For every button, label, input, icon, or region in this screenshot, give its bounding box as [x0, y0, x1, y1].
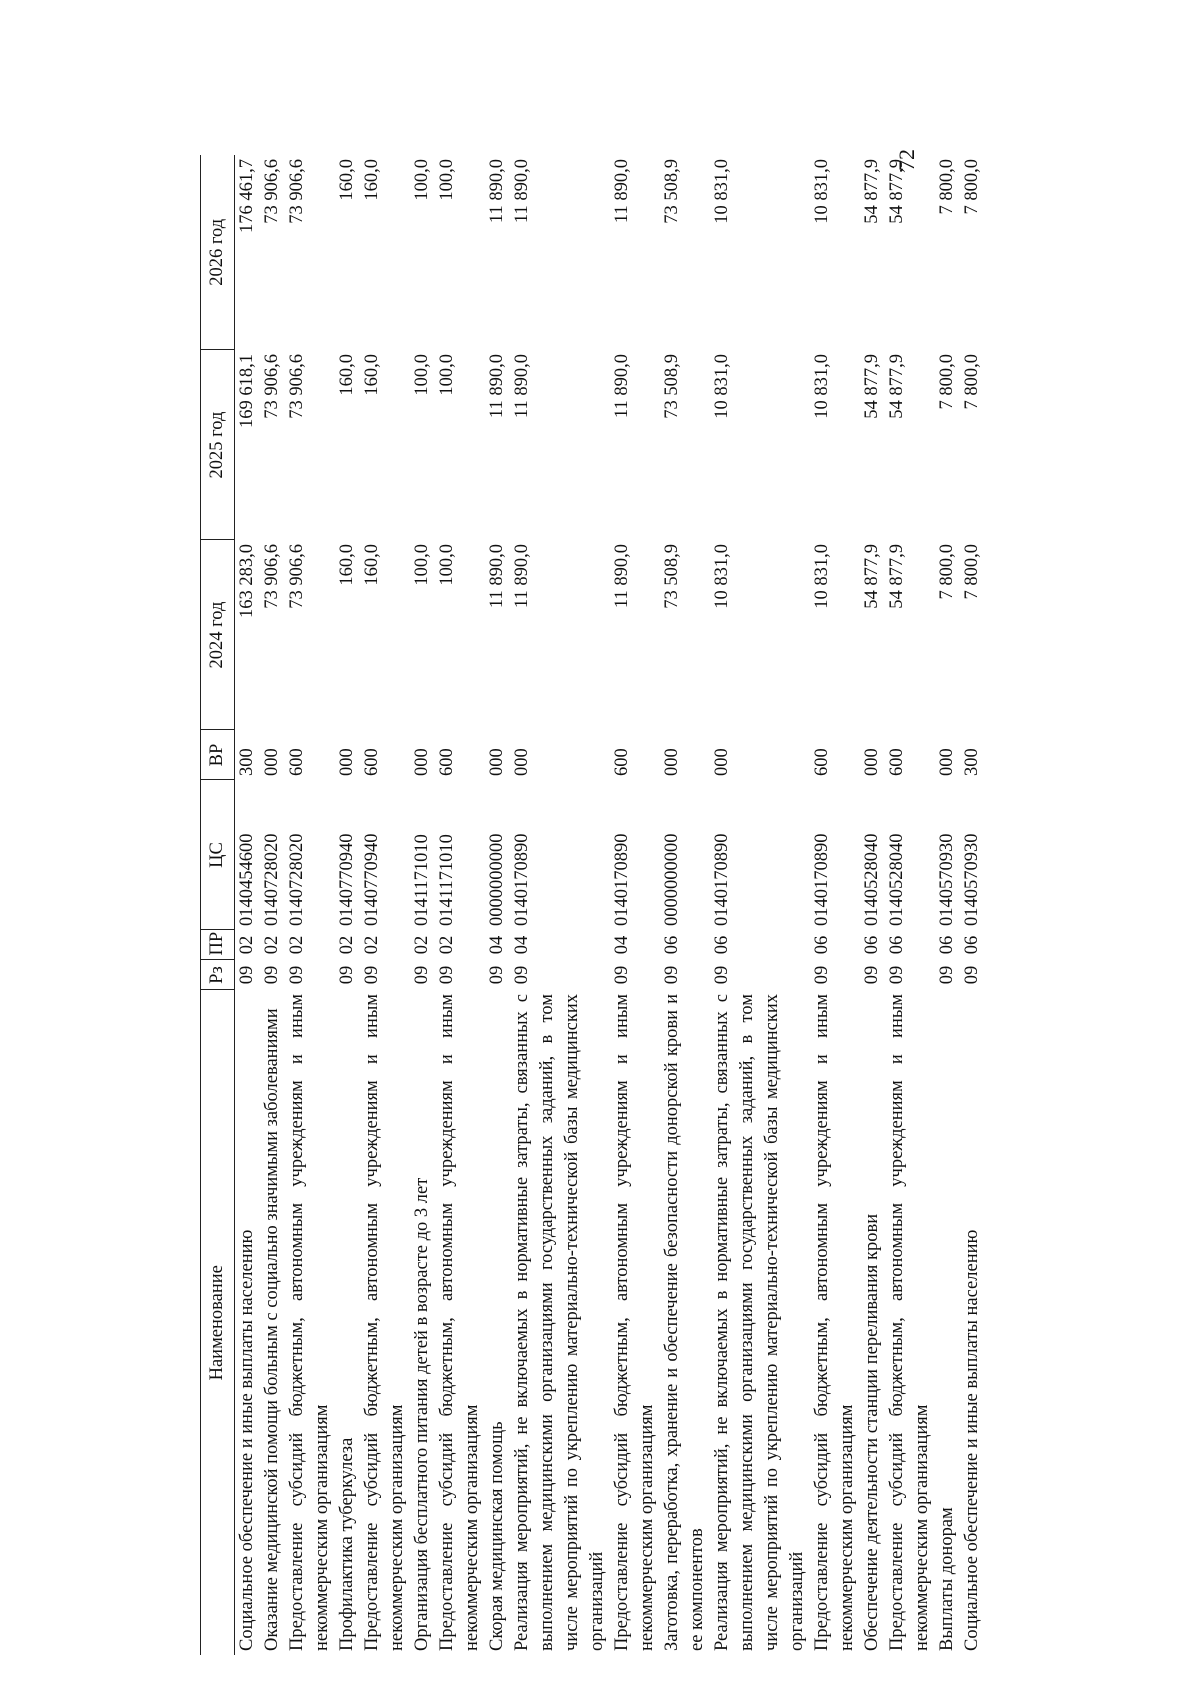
row-pr: 02 [337, 935, 357, 955]
table-row [960, 155, 985, 1655]
row-value-2025: 54 877,9 [887, 354, 907, 419]
table-row [860, 155, 885, 1655]
row-value-2026: 10 831,0 [712, 159, 732, 224]
row-name: Предоставление субсидий бюджетным, автономным учреждениям и иным некоммерческим организациям [612, 994, 657, 1651]
row-rz: 09 [237, 965, 257, 985]
row-cs: 0140528040 [862, 833, 882, 926]
table-row [410, 155, 435, 1655]
row-name: Предоставление субсидий бюджетным, автономным учреждениям и иным некоммерческим организациям [812, 994, 857, 1651]
header-pr: ПР [201, 930, 235, 960]
row-value-2026: 160,0 [337, 159, 357, 201]
row-pr: 02 [237, 935, 257, 955]
row-vr: 000 [512, 748, 532, 776]
header-2026: 2026 год [201, 155, 235, 350]
header-rz: Рз [201, 960, 235, 990]
row-value-2024: 11 890,0 [487, 544, 507, 609]
row-value-2026: 7 800,0 [962, 159, 982, 215]
row-value-2026: 7 800,0 [937, 159, 957, 215]
row-vr: 600 [612, 748, 632, 776]
row-rz: 09 [612, 965, 632, 985]
row-value-2024: 100,0 [437, 544, 457, 586]
row-value-2024: 7 800,0 [937, 544, 957, 600]
row-name: Реализация мероприятий, не включаемых в нормативные затраты, связанных с выполнением медицинскими организациями государственных заданий, в том числе мероприятий по укреплению материально-технической базы медицинских организаций [512, 994, 607, 1651]
row-cs: 0140728020 [287, 833, 307, 926]
row-value-2025: 73 508,9 [662, 354, 682, 419]
header-2025: 2025 год [201, 350, 235, 540]
row-vr: 000 [862, 748, 882, 776]
row-value-2026: 160,0 [362, 159, 382, 201]
row-value-2024: 10 831,0 [812, 544, 832, 609]
row-pr: 02 [412, 935, 432, 955]
row-rz: 09 [937, 965, 957, 985]
row-cs: 0140170890 [812, 833, 832, 926]
row-rz: 09 [337, 965, 357, 985]
row-value-2025: 100,0 [437, 354, 457, 396]
row-value-2024: 7 800,0 [962, 544, 982, 600]
row-cs: 0000000000 [662, 833, 682, 926]
table-row [360, 155, 410, 1655]
row-value-2026: 100,0 [437, 159, 457, 201]
row-rz: 09 [487, 965, 507, 985]
row-value-2025: 10 831,0 [812, 354, 832, 419]
row-value-2024: 73 508,9 [662, 544, 682, 609]
row-pr: 04 [612, 935, 632, 955]
row-rz: 09 [862, 965, 882, 985]
table-row [485, 155, 510, 1655]
row-cs: 0140454600 [237, 833, 257, 926]
row-name: Скорая медицинская помощь [487, 1421, 507, 1651]
table-row [935, 155, 960, 1655]
row-pr: 02 [362, 935, 382, 955]
row-rz: 09 [662, 965, 682, 985]
header-name: Наименование [201, 990, 235, 1655]
row-rz: 09 [512, 965, 532, 985]
row-rz: 09 [437, 965, 457, 985]
row-value-2024: 73 906,6 [262, 544, 282, 609]
row-cs: 0140528040 [887, 833, 907, 926]
row-rz: 09 [362, 965, 382, 985]
row-cs: 0141171010 [412, 834, 432, 926]
row-pr: 06 [937, 935, 957, 955]
row-value-2025: 73 906,6 [287, 354, 307, 419]
table-row [235, 155, 261, 1655]
row-cs: 0140728020 [262, 833, 282, 926]
row-value-2025: 73 906,6 [262, 354, 282, 419]
row-rz: 09 [712, 965, 732, 985]
row-vr: 600 [437, 748, 457, 776]
row-value-2026: 54 877,9 [887, 159, 907, 224]
row-pr: 06 [887, 935, 907, 955]
row-cs: 0140170890 [612, 833, 632, 926]
row-value-2024: 73 906,6 [287, 544, 307, 609]
row-name: Предоставление субсидий бюджетным, автономным учреждениям и иным некоммерческим организациям [287, 994, 332, 1651]
row-vr: 600 [812, 748, 832, 776]
row-cs: 0141171010 [437, 834, 457, 926]
row-value-2024: 54 877,9 [887, 544, 907, 609]
row-rz: 09 [962, 965, 982, 985]
row-vr: 600 [887, 748, 907, 776]
row-value-2026: 11 890,0 [612, 159, 632, 224]
table-body [235, 155, 986, 1655]
row-cs: 0140770940 [362, 833, 382, 926]
row-vr: 000 [262, 748, 282, 776]
row-vr: 300 [237, 748, 257, 776]
row-vr: 600 [287, 748, 307, 776]
row-pr: 06 [712, 935, 732, 955]
row-cs: 0140770940 [337, 833, 357, 926]
row-cs: 0140570930 [937, 833, 957, 926]
row-value-2025: 11 890,0 [512, 354, 532, 419]
row-value-2025: 7 800,0 [937, 354, 957, 410]
table-row [510, 155, 610, 1655]
budget-table [200, 155, 985, 1655]
row-value-2026: 176 461,7 [237, 159, 257, 233]
row-value-2026: 11 890,0 [512, 159, 532, 224]
row-vr: 000 [337, 748, 357, 776]
row-cs: 0140170890 [712, 833, 732, 926]
table-row [885, 155, 935, 1655]
row-value-2024: 160,0 [337, 544, 357, 586]
table-row [260, 155, 285, 1655]
row-name: Профилактика туберкулеза [337, 1437, 357, 1651]
row-value-2026: 54 877,9 [862, 159, 882, 224]
row-value-2025: 11 890,0 [612, 354, 632, 419]
row-value-2026: 73 508,9 [662, 159, 682, 224]
row-pr: 02 [262, 935, 282, 955]
row-vr: 000 [712, 748, 732, 776]
row-name: Заготовка, переработка, хранение и обеспечение безопасности донорской крови и ее компонентов [662, 994, 707, 1651]
row-rz: 09 [412, 965, 432, 985]
table-header-row [201, 155, 235, 1655]
row-value-2026: 11 890,0 [487, 159, 507, 224]
row-value-2025: 160,0 [337, 354, 357, 396]
header-2024: 2024 год [201, 540, 235, 730]
row-value-2025: 54 877,9 [862, 354, 882, 419]
row-cs: 0140170890 [512, 833, 532, 926]
row-value-2024: 54 877,9 [862, 544, 882, 609]
table-row [335, 155, 360, 1655]
row-vr: 000 [412, 748, 432, 776]
row-name: Социальное обеспечение и иные выплаты населению [962, 1229, 982, 1651]
row-value-2024: 100,0 [412, 544, 432, 586]
row-value-2024: 11 890,0 [612, 544, 632, 609]
row-pr: 04 [512, 935, 532, 955]
row-name: Реализация мероприятий, не включаемых в нормативные затраты, связанных с выполнением медицинскими организациями государственных заданий, в том числе мероприятий по укреплению материально-технической базы медицинских организаций [712, 994, 807, 1651]
row-name: Выплаты донорам [937, 1507, 957, 1651]
table-row [285, 155, 335, 1655]
row-name: Предоставление субсидий бюджетным, автономным учреждениям и иным некоммерческим организациям [362, 994, 407, 1651]
row-value-2026: 10 831,0 [812, 159, 832, 224]
row-rz: 09 [887, 965, 907, 985]
row-pr: 04 [487, 935, 507, 955]
table-row [810, 155, 860, 1655]
row-rz: 09 [812, 965, 832, 985]
row-name: Социальное обеспечение и иные выплаты населению [237, 1229, 257, 1651]
row-cs: 0000000000 [487, 833, 507, 926]
row-value-2025: 169 618,1 [237, 354, 257, 428]
row-value-2024: 10 831,0 [712, 544, 732, 609]
header-cs: ЦС [201, 780, 235, 930]
row-pr: 02 [437, 935, 457, 955]
row-value-2026: 100,0 [412, 159, 432, 201]
row-value-2025: 100,0 [412, 354, 432, 396]
row-cs: 0140570930 [962, 833, 982, 926]
row-vr: 000 [487, 748, 507, 776]
table-row [610, 155, 660, 1655]
row-pr: 06 [662, 935, 682, 955]
row-name: Предоставление субсидий бюджетным, автономным учреждениям и иным некоммерческим организациям [887, 994, 932, 1651]
row-rz: 09 [287, 965, 307, 985]
row-value-2026: 73 906,6 [262, 159, 282, 224]
row-value-2025: 11 890,0 [487, 354, 507, 419]
row-value-2025: 10 831,0 [712, 354, 732, 419]
row-value-2026: 73 906,6 [287, 159, 307, 224]
row-value-2025: 160,0 [362, 354, 382, 396]
row-vr: 000 [937, 748, 957, 776]
row-value-2024: 160,0 [362, 544, 382, 586]
row-value-2025: 7 800,0 [962, 354, 982, 410]
table-row [435, 155, 485, 1655]
header-vr: ВР [201, 730, 235, 780]
row-value-2024: 11 890,0 [512, 544, 532, 609]
table-row [710, 155, 810, 1655]
row-rz: 09 [262, 965, 282, 985]
row-name: Обеспечение деятельности станции переливания крови [862, 1213, 882, 1651]
row-pr: 06 [962, 935, 982, 955]
row-name: Предоставление субсидий бюджетным, автономным учреждениям и иным некоммерческим организациям [437, 994, 482, 1651]
rotated-table-frame [200, 155, 980, 1655]
row-vr: 600 [362, 748, 382, 776]
row-pr: 06 [862, 935, 882, 955]
row-name: Организация бесплатного питания детей в возрасте до 3 лет [412, 1177, 432, 1651]
table-row [660, 155, 710, 1655]
row-pr: 06 [812, 935, 832, 955]
row-value-2024: 163 283,0 [237, 544, 257, 618]
row-vr: 300 [962, 748, 982, 776]
row-pr: 02 [287, 935, 307, 955]
page-number: 72 [894, 149, 919, 171]
row-name: Оказание медицинской помощи больным с социально значимыми заболеваниями [262, 1008, 282, 1651]
row-vr: 000 [662, 748, 682, 776]
